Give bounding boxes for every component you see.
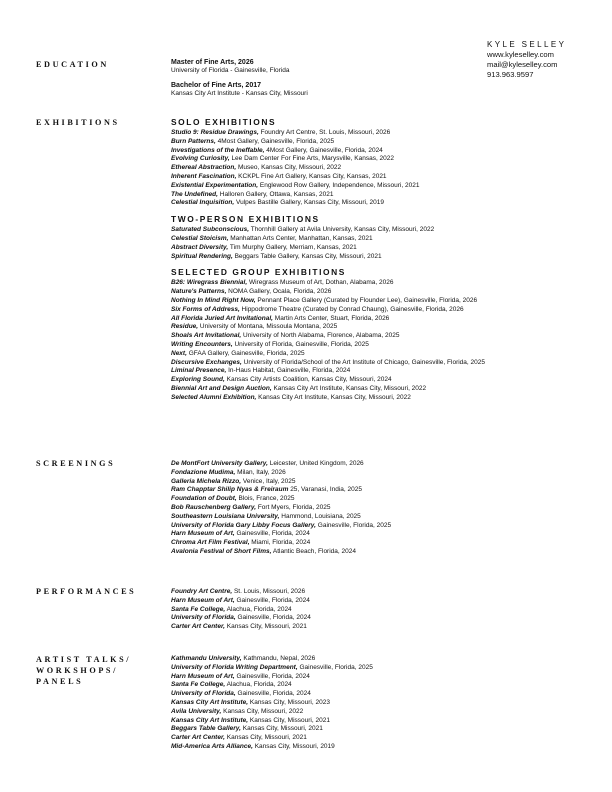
list-item [171, 279, 591, 288]
entry-details: Kathmandu, Nepal, 2026 [241, 655, 316, 662]
entry-details: 4Most Gallery, Gainesville, Florida, 2024 [264, 146, 383, 154]
two-person-list [171, 226, 591, 261]
list-item [171, 664, 591, 673]
screenings-heading: SCREENINGS [36, 459, 116, 468]
entry-title: Spiritual Rendering, [171, 252, 233, 260]
list-item [171, 699, 591, 708]
entry-details: Wiregrass Museum of Art, Dothan, Alabama, 2026 [247, 279, 394, 287]
list-item [171, 513, 591, 522]
entry-details: Fort Myers, Florida, 2025 [256, 503, 331, 511]
entry-details: Miami, Florida, 2024 [249, 539, 311, 547]
talks-heading [36, 654, 131, 687]
entry-title: Santa Fe College, [171, 605, 226, 613]
entry-title: All Florida Juried Art Invitational, [171, 314, 273, 322]
entry-title: Avalonia Festival of Short Films, [171, 547, 272, 555]
list-item [171, 690, 591, 699]
list-item [171, 539, 591, 548]
entry-title: University of Florida Writing Department, [171, 663, 298, 671]
list-item [171, 129, 591, 138]
entry-details: Museo, Kansas City, Missouri, 2022 [236, 164, 342, 172]
entry-details: Kansas City, Missouri, 2021 [224, 623, 307, 631]
list-item [171, 717, 591, 726]
entry-details: Gainesville, Florida, 2024 [234, 530, 310, 538]
entry-details: Foundry Art Centre, St. Louis, Missouri, 2026 [258, 129, 391, 136]
entry-title: Inherent Fascination, [171, 172, 237, 180]
entry-title: Bob Rauschenberg Gallery, [171, 503, 257, 511]
entry-title: Fondazione Mudima, [171, 468, 236, 476]
entry-details: Gainesville, Florida, 2024 [234, 672, 310, 680]
exhibitions-heading: EXHIBITIONS [36, 118, 120, 127]
entry-details: Tim Murphy Gallery, Merriam, Kansas, 2021 [228, 243, 357, 251]
entry-details: Vulpes Bastille Gallery, Kansas City, Missouri, 2019 [234, 199, 385, 207]
entry-title: Celestial Stoicism, [171, 234, 229, 242]
list-item [171, 173, 591, 182]
entry-details: Kansas City, Missouri, 2021 [248, 716, 330, 724]
entry-details: Kansas City, Missouri, 2021 [224, 734, 307, 742]
list-item [171, 359, 591, 368]
entry-details: In-Haus Habitat, Gainesville, Florida, 2024 [226, 367, 351, 375]
list-item [171, 306, 591, 315]
list-item [171, 460, 591, 469]
entry-title: Ram Chapptar Shilip Nyas & Freiraum [171, 486, 289, 494]
entry-title: Southeastern Louisiana University, [171, 512, 280, 520]
talks-list [171, 655, 591, 752]
entry-details: Kansas City Art Institute, Kansas City, Missouri, 2022 [271, 384, 427, 392]
entry-details: Kansas City Art Institute, Kansas City, Missouri, 2022 [256, 393, 411, 401]
entry-title: Mid-America Arts Alliance, [171, 742, 253, 750]
list-item [171, 315, 591, 324]
entry-title: The Undefined, [171, 190, 218, 198]
entry-title: Discursive Exchanges, [171, 358, 242, 366]
solo-exhibitions-heading: SOLO EXHIBITIONS [171, 117, 277, 127]
entry-details: University of Florida/School of the Art Institute of Chicago, Gainesville, Florida, 2025 [241, 358, 485, 366]
entry-title: Galleria Michela Rizzo, [171, 477, 242, 485]
list-item [171, 199, 591, 208]
list-item [171, 147, 591, 156]
entry-title: Liminal Presence, [171, 367, 227, 375]
entry-details: University of Montana, Missoula Montana, 2025 [198, 323, 338, 331]
entry-title: Foundation of Doubt, [171, 495, 237, 503]
list-item [171, 350, 591, 359]
entry-details: Gainesville, Florida, 2024 [235, 614, 311, 622]
entry-details: Thornhill Gallery at Avila University, Kansas City, Missouri, 2022 [249, 226, 435, 234]
entry-details: Kansas City, Missouri, 2023 [248, 698, 330, 706]
education-list [171, 58, 591, 98]
website-link[interactable]: www.kyleselley.com [487, 50, 554, 59]
list-item [171, 332, 591, 341]
entry-title: De MontFort University Gallery, [171, 460, 268, 467]
entry-details: Kansas City, Missouri, 2019 [252, 742, 335, 750]
entry-details: KCKPL Fine Art Gallery, Kansas City, Kansas, 2021 [236, 172, 387, 180]
entry-details: University of Florida, Gainesville, Florida, 2025 [232, 340, 369, 348]
entry-title: Six Forms of Address, [171, 305, 240, 313]
entry-details: Alachua, Florida, 2024 [225, 681, 292, 689]
artist-name: KYLE SELLEY [487, 40, 567, 49]
entry-title: Chroma Art Film Festival, [171, 539, 250, 547]
list-item [171, 725, 591, 734]
entry-details: Kansas City, Missouri, 2021 [240, 725, 323, 733]
list-item [171, 341, 591, 350]
institution: University of Florida - Gainesville, Florida [171, 67, 290, 74]
entry-title: Next, [171, 349, 187, 357]
list-item [171, 367, 591, 376]
entry-title: Existential Experimentation, [171, 181, 259, 189]
list-item [171, 504, 591, 513]
degree: Bachelor of Fine Arts, 2017 [171, 81, 261, 89]
talks-heading-line: WORKSHOPS/ [36, 666, 118, 675]
list-item [171, 486, 591, 495]
entry-details: Gainesville, Florida, 2024 [235, 690, 311, 698]
entry-title: Saturated Subconscious, [171, 226, 250, 234]
entry-title: Kansas City Art Institute, [171, 698, 249, 706]
entry-details: University of North Alabama, Florence, Alabama, 2025 [241, 332, 400, 340]
list-item [171, 164, 591, 173]
list-item [171, 614, 591, 623]
list-item [171, 708, 591, 717]
entry-details: Lee Dam Center For Fine Arts, Marysville, Kansas, 2022 [229, 155, 395, 163]
entry-details: 25, Varanasi, India, 2025 [288, 486, 362, 494]
entry-title: Santa Fe College, [171, 681, 226, 689]
degree: Master of Fine Arts, 2026 [171, 59, 254, 66]
entry-details: Beggars Table Gallery, Kansas City, Missouri, 2021 [232, 252, 382, 260]
entry-title: Ethereal Abstraction, [171, 164, 237, 172]
entry-title: Abstract Diversity, [171, 243, 229, 251]
list-item [171, 588, 591, 597]
list-item [171, 673, 591, 682]
list-item [171, 253, 591, 262]
list-item [171, 297, 591, 306]
entry-title: Evolving Curiosity, [171, 155, 230, 163]
entry-details: Gainesville, Florida, 2024 [234, 596, 310, 604]
list-item [171, 385, 591, 394]
entry-title: Kathmandu University, [171, 655, 242, 662]
list-item [171, 743, 591, 752]
list-item [171, 191, 591, 200]
entry-details: Kansas City, Missouri, 2022 [221, 707, 304, 715]
list-item [171, 597, 591, 606]
entry-details: GFAA Gallery, Gainesville, Florida, 2025 [186, 349, 305, 357]
list-item [171, 734, 591, 743]
entry-details: St. Louis, Missouri, 2026 [232, 588, 306, 595]
screenings-list [171, 460, 591, 557]
entry-details: Leicester, United Kingdom, 2026 [267, 460, 364, 467]
entry-details: NOMA Gallery, Ocala, Florida, 2026 [226, 288, 332, 296]
entry-title: University of Florida Gary Libby Focus Gallery, [171, 521, 316, 529]
entry-title: Harn Museum of Art, [171, 596, 235, 604]
entry-title: B26: Wiregrass Biennial, [171, 279, 248, 287]
list-item [171, 288, 591, 297]
list-item [171, 522, 591, 531]
entry-title: Celestial Inquisition, [171, 199, 235, 207]
entry-title: Avila University, [171, 707, 222, 715]
entry-title: Nothing In Mind Right Now, [171, 296, 256, 304]
talks-heading-line: ARTIST TALKS/ [36, 655, 132, 664]
list-item [171, 182, 591, 191]
entry-details: Venice, Italy, 2025 [241, 477, 296, 485]
entry-title: Biennial Art and Design Auction, [171, 384, 272, 392]
list-item [171, 226, 591, 235]
list-item [171, 394, 591, 403]
list-item [171, 655, 591, 664]
list-item [171, 469, 591, 478]
institution: Kansas City Art Institute - Kansas City, Missouri [171, 89, 308, 97]
group-exhibitions-heading: SELECTED GROUP EXHIBITIONS [171, 267, 346, 278]
list-item [171, 323, 591, 332]
entry-details: Halloren Gallery, Ottawa, Kansas, 2021 [217, 190, 334, 198]
list-item [171, 495, 591, 504]
list-item [171, 478, 591, 487]
entry-title: Beggars Table Gallery, [171, 725, 241, 733]
list-item [171, 138, 591, 147]
education-heading: EDUCATION [36, 60, 109, 69]
entry-title: Investigations of the Ineffable, [171, 146, 265, 154]
entry-title: Kansas City Art Institute, [171, 716, 249, 724]
entry-title: Exploring Sound, [171, 376, 225, 384]
entry-details: Kansas City Artists Coalition, Kansas City, Missouri, 2024 [224, 376, 392, 384]
entry-title: University of Florida, [171, 690, 236, 698]
entry-title: Burn Patterns, [171, 137, 216, 145]
entry-details: 4Most Gallery, Gainesville, Florida, 2025 [215, 137, 335, 145]
entry-title: Nature's Patterns, [171, 288, 227, 296]
email-link[interactable]: mail@kyleselley.com [487, 60, 558, 69]
list-item [171, 235, 591, 244]
entry-title: University of Florida, [171, 614, 236, 622]
entry-title: Carter Art Center, [171, 623, 225, 631]
entry-details: Gainesville, Florida, 2025 [315, 521, 392, 529]
entry-details: Atlantic Beach, Florida, 2024 [271, 547, 356, 555]
list-item [171, 244, 591, 253]
entry-title: Residue, [171, 323, 199, 331]
entry-details: Martin Arts Center, Stuart, Florida, 2026 [272, 314, 390, 322]
entry-details: Milan, Italy, 2026 [235, 468, 286, 476]
entry-details: Hammond, Louisiana, 2025 [279, 512, 361, 520]
entry-details: Pennant Place Gallery (Curated by Flounder Lee), Gainesville, Florida, 2026 [255, 296, 478, 304]
entry-details: Hippodrome Theatre (Curated by Conrad Chaung), Gainesville, Florida, 2026 [239, 305, 464, 313]
solo-list [171, 129, 591, 208]
group-list [171, 279, 591, 402]
entry-details: Englewood Row Gallery, Independence, Missouri, 2021 [258, 181, 420, 189]
talks-heading-line: PANELS [36, 677, 84, 686]
entry-title: Studio 9: Residue Drawings, [171, 129, 259, 136]
list-item [171, 681, 591, 690]
entry-details: Manhattan Arts Center, Manhattan, Kansas, 2021 [228, 234, 373, 242]
list-item [171, 606, 591, 615]
entry-title: Harn Museum of Art, [171, 530, 235, 538]
exhibitions-list [171, 117, 591, 403]
entry-details: Alachua, Florida, 2024 [225, 605, 292, 613]
entry-details: Blois, France, 2025 [236, 495, 295, 503]
entry-title: Foundry Art Centre, [171, 588, 233, 595]
entry-details: Gainesville, Florida, 2025 [297, 663, 373, 671]
list-item [171, 530, 591, 539]
entry-title: Carter Art Center, [171, 734, 225, 742]
two-person-heading: TWO-PERSON EXHIBITIONS [171, 214, 320, 225]
list-item [171, 376, 591, 385]
entry-title: Selected Alumni Exhibition, [171, 393, 257, 401]
phone-number: 913.963.9597 [487, 70, 534, 79]
performances-list [171, 588, 591, 632]
entry-title: Harn Museum of Art, [171, 672, 235, 680]
list-item [171, 623, 591, 632]
performances-heading: PERFORMANCES [36, 587, 137, 596]
list-item [171, 155, 591, 164]
entry-title: Writing Encounters, [171, 340, 233, 348]
entry-title: Shoals Art Invitational, [171, 332, 242, 340]
list-item [171, 548, 591, 557]
